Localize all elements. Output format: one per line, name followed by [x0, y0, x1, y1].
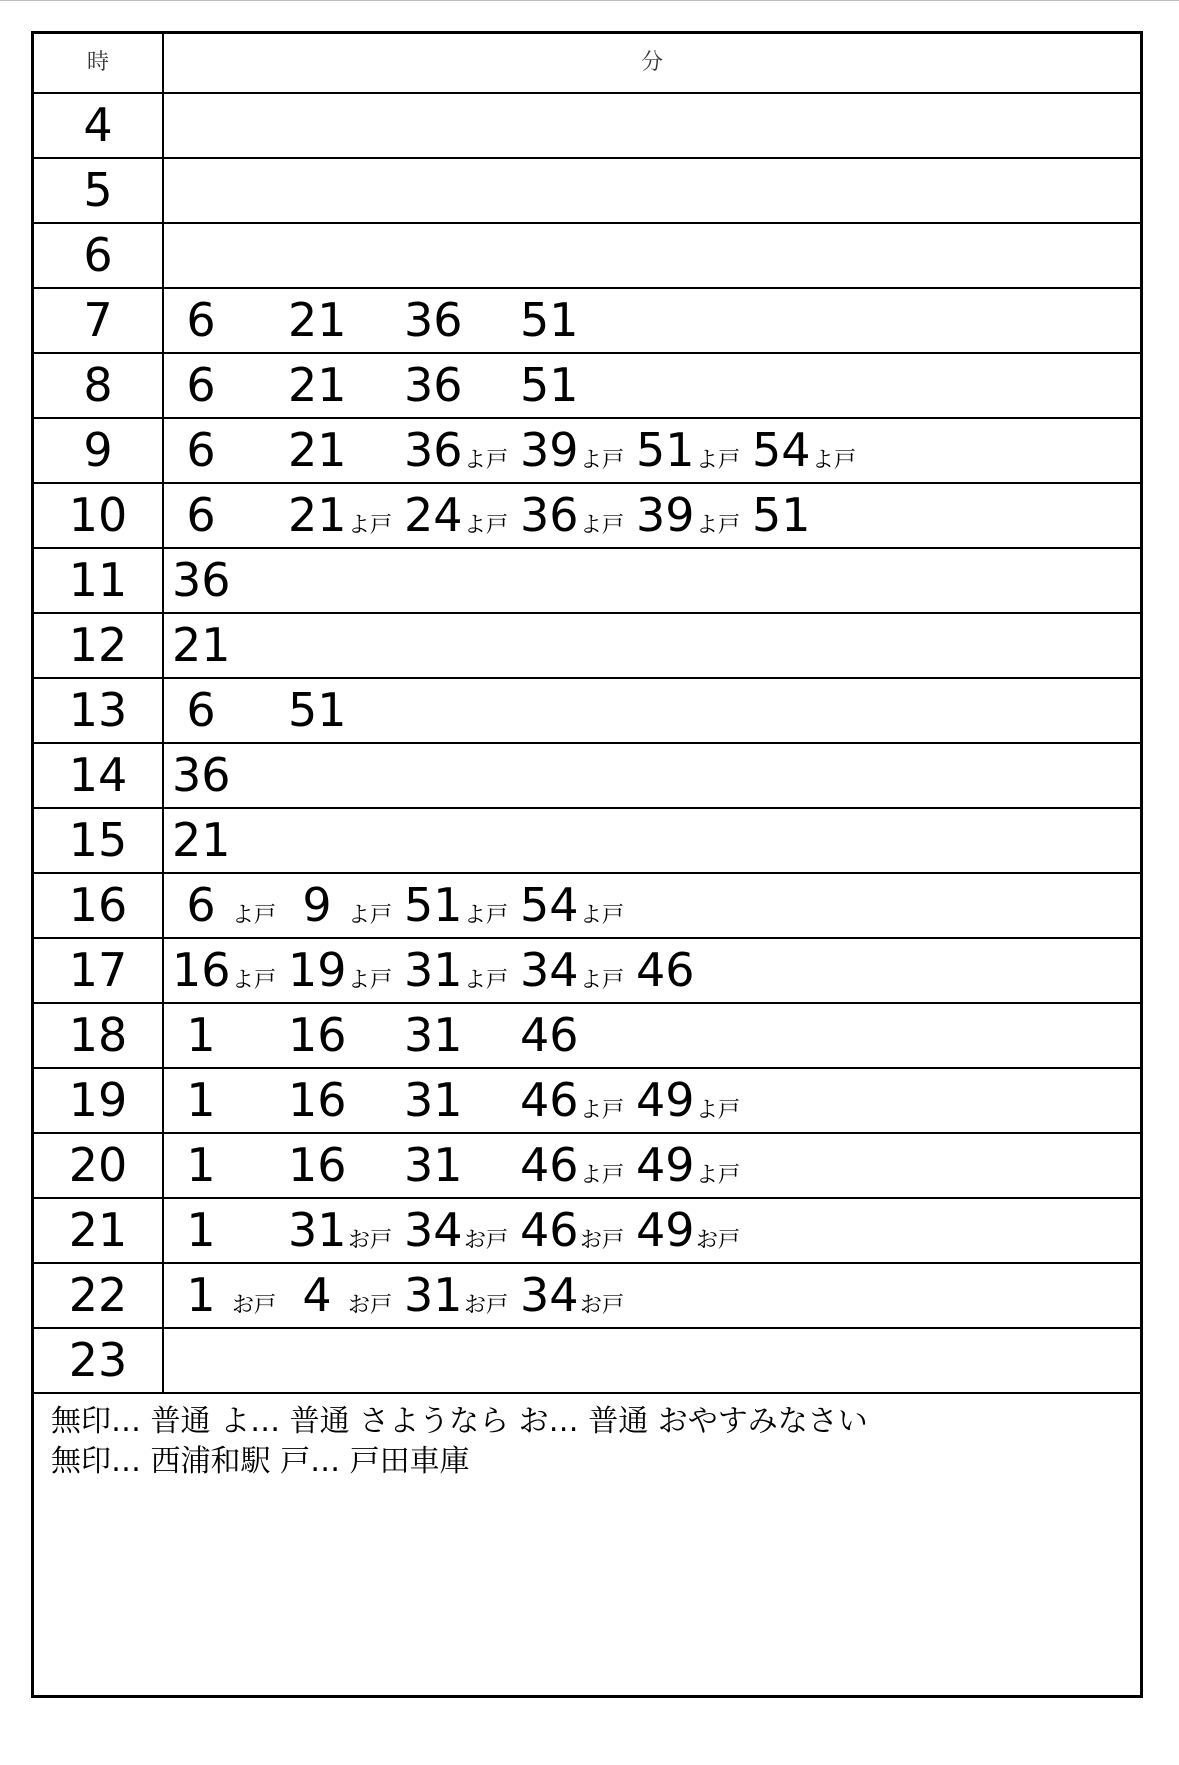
minutes-cell	[164, 484, 1140, 547]
timetable-row	[34, 1004, 1140, 1069]
hour-cell: 8	[83, 358, 113, 412]
departure-entry	[404, 419, 534, 482]
timetable-row	[34, 224, 1140, 289]
departure-entry	[520, 354, 650, 417]
timetable-row	[34, 1264, 1140, 1329]
departure-mark: よ戸	[464, 968, 509, 993]
timetable-row	[34, 484, 1140, 549]
hour-cell: 13	[68, 683, 128, 737]
departure-minute: 34	[404, 1203, 463, 1257]
departure-mark: お戸	[464, 1228, 509, 1253]
departure-entry	[520, 874, 650, 937]
departure-entry	[404, 1199, 534, 1262]
departure-entry	[288, 289, 418, 352]
minutes-cell	[164, 809, 1140, 872]
minutes-cell	[164, 1004, 1140, 1067]
departure-entry	[520, 1199, 650, 1262]
departure-mark: お戸	[232, 1293, 277, 1318]
departure-minute: 49	[636, 1203, 695, 1257]
departure-entry	[404, 289, 534, 352]
departure-entry	[752, 484, 882, 547]
departure-minute: 21	[288, 488, 347, 542]
minutes-cell	[164, 289, 1140, 352]
timetable-row	[34, 1199, 1140, 1264]
departure-entry	[288, 874, 418, 937]
hour-cell: 10	[68, 488, 128, 542]
departure-minute: 36	[520, 488, 579, 542]
hour-cell: 12	[68, 618, 128, 672]
departure-minute: 51	[520, 358, 579, 412]
departure-entry	[288, 1134, 418, 1197]
hour-cell: 11	[68, 553, 128, 607]
timetable-row	[34, 354, 1140, 419]
minutes-cell	[164, 1264, 1140, 1327]
departure-entry	[404, 1069, 534, 1132]
minutes-cell	[164, 939, 1140, 1002]
departure-minute: 6	[186, 293, 216, 347]
hour-cell: 16	[68, 878, 128, 932]
departure-entry	[172, 614, 302, 677]
timetable-row	[34, 809, 1140, 874]
departure-entry	[172, 419, 302, 482]
departure-mark: お戸	[580, 1228, 625, 1253]
hour-cell: 4	[83, 98, 113, 152]
departure-minute: 21	[288, 293, 347, 347]
departure-minute: 34	[520, 943, 579, 997]
departure-entry	[172, 744, 302, 807]
departure-minute: 36	[404, 293, 463, 347]
departure-mark: お戸	[580, 1293, 625, 1318]
minutes-cell	[164, 224, 1140, 287]
departure-minute: 31	[404, 943, 463, 997]
departure-minute: 4	[302, 1268, 332, 1322]
minutes-cell	[164, 744, 1140, 807]
hour-cell: 9	[83, 423, 113, 477]
legend-destination-line: 無印… 西浦和駅 戸… 戸田車庫	[51, 1444, 470, 1479]
departure-entry	[520, 1264, 650, 1327]
minutes-cell	[164, 679, 1140, 742]
timetable-row	[34, 549, 1140, 614]
departure-minute: 6	[186, 488, 216, 542]
timetable-row	[34, 419, 1140, 484]
departure-entry	[172, 1264, 302, 1327]
departure-mark: お戸	[696, 1228, 741, 1253]
departure-entry	[520, 939, 650, 1002]
departure-mark: よ戸	[348, 903, 393, 928]
departure-mark: よ戸	[580, 903, 625, 928]
hour-cell: 7	[83, 293, 113, 347]
departure-entry	[636, 1199, 766, 1262]
departure-entry	[288, 939, 418, 1002]
hour-cell: 21	[68, 1203, 128, 1257]
departure-entry	[520, 1004, 650, 1067]
minutes-cell	[164, 1329, 1140, 1392]
departure-mark: よ戸	[348, 513, 393, 538]
departure-entry	[172, 1004, 302, 1067]
minutes-cell	[164, 874, 1140, 937]
departure-mark: お戸	[348, 1293, 393, 1318]
departure-minute: 9	[302, 878, 332, 932]
hour-column-header: 時	[86, 50, 109, 75]
departure-entry	[520, 1134, 650, 1197]
departure-minute: 34	[520, 1268, 579, 1322]
minutes-cell	[164, 419, 1140, 482]
departure-minute: 51	[520, 293, 579, 347]
header-row	[34, 34, 1140, 94]
departure-minute: 6	[186, 423, 216, 477]
departure-minute: 6	[186, 683, 216, 737]
legend	[34, 1394, 1140, 1538]
departure-entry	[172, 939, 302, 1002]
departure-mark: よ戸	[580, 1098, 625, 1123]
minutes-cell	[164, 94, 1140, 157]
departure-entry	[752, 419, 882, 482]
hour-cell: 23	[68, 1333, 128, 1387]
departure-mark: よ戸	[580, 448, 625, 473]
departure-minute: 24	[404, 488, 463, 542]
departure-minute: 36	[404, 423, 463, 477]
departure-minute: 6	[186, 878, 216, 932]
departure-entry	[404, 1134, 534, 1197]
hour-cell: 5	[83, 163, 113, 217]
departure-minute: 49	[636, 1138, 695, 1192]
departure-minute: 46	[520, 1203, 579, 1257]
bus-timetable	[31, 31, 1143, 1698]
departure-entry	[636, 939, 766, 1002]
departure-minute: 46	[520, 1073, 579, 1127]
departure-mark: お戸	[464, 1293, 509, 1318]
departure-minute: 51	[404, 878, 463, 932]
hour-cell: 22	[68, 1268, 128, 1322]
departure-minute: 51	[752, 488, 811, 542]
hour-cell: 18	[68, 1008, 128, 1062]
departure-entry	[172, 1134, 302, 1197]
departure-entry	[404, 874, 534, 937]
departure-entry	[636, 1134, 766, 1197]
departure-entry	[288, 1199, 418, 1262]
minute-column-header: 分	[640, 50, 663, 75]
departure-minute: 31	[404, 1008, 463, 1062]
departure-entry	[404, 484, 534, 547]
departure-entry	[172, 484, 302, 547]
departure-mark: よ戸	[696, 1163, 741, 1188]
departure-minute: 46	[636, 943, 695, 997]
departure-minute: 16	[288, 1008, 347, 1062]
departure-mark: よ戸	[696, 448, 741, 473]
departure-entry	[520, 484, 650, 547]
departure-entry	[288, 1069, 418, 1132]
departure-minute: 21	[172, 618, 231, 672]
hour-cell: 17	[68, 943, 128, 997]
column-divider	[162, 34, 164, 1394]
departure-minute: 16	[288, 1138, 347, 1192]
departure-entry	[172, 1199, 302, 1262]
timetable-row	[34, 1134, 1140, 1199]
departure-minute: 51	[288, 683, 347, 737]
departure-minute: 51	[636, 423, 695, 477]
departure-mark: よ戸	[580, 968, 625, 993]
minutes-cell	[164, 354, 1140, 417]
departure-mark: よ戸	[696, 1098, 741, 1123]
hour-cell: 19	[68, 1073, 128, 1127]
departure-entry	[172, 549, 302, 612]
legend-type-line: 無印… 普通 よ… 普通 さようなら お… 普通 おやすみなさい	[51, 1404, 868, 1439]
timetable-row	[34, 744, 1140, 809]
departure-minute: 1	[186, 1138, 216, 1192]
timetable-row	[34, 289, 1140, 354]
departure-mark: よ戸	[232, 903, 277, 928]
hour-cell: 15	[68, 813, 128, 867]
departure-entry	[636, 419, 766, 482]
departure-entry	[520, 419, 650, 482]
departure-minute: 21	[172, 813, 231, 867]
departure-mark: よ戸	[696, 513, 741, 538]
minutes-cell	[164, 614, 1140, 677]
departure-entry	[288, 354, 418, 417]
departure-minute: 54	[520, 878, 579, 932]
timetable-row	[34, 1069, 1140, 1134]
minutes-cell	[164, 1199, 1140, 1262]
departure-entry	[172, 354, 302, 417]
departure-entry	[288, 679, 418, 742]
departure-mark: よ戸	[580, 513, 625, 538]
departure-mark: よ戸	[464, 903, 509, 928]
departure-minute: 16	[172, 943, 231, 997]
departure-mark: よ戸	[464, 448, 509, 473]
departure-entry	[404, 939, 534, 1002]
departure-minute: 36	[404, 358, 463, 412]
departure-minute: 16	[288, 1073, 347, 1127]
departure-entry	[172, 809, 302, 872]
minutes-cell	[164, 1069, 1140, 1132]
timetable-row	[34, 614, 1140, 679]
hour-cell: 6	[83, 228, 113, 282]
departure-mark: よ戸	[812, 448, 857, 473]
departure-minute: 6	[186, 358, 216, 412]
departure-mark: よ戸	[232, 968, 277, 993]
departure-entry	[288, 1264, 418, 1327]
departure-minute: 39	[520, 423, 579, 477]
departure-minute: 1	[186, 1008, 216, 1062]
timetable-row	[34, 874, 1140, 939]
departure-minute: 39	[636, 488, 695, 542]
timetable-row	[34, 159, 1140, 224]
departure-entry	[636, 484, 766, 547]
departure-minute: 36	[172, 748, 231, 802]
minutes-cell	[164, 159, 1140, 222]
hour-cell: 20	[68, 1138, 128, 1192]
departure-minute: 1	[186, 1268, 216, 1322]
timetable-row	[34, 1329, 1140, 1394]
departure-mark: よ戸	[464, 513, 509, 538]
departure-minute: 21	[288, 358, 347, 412]
departure-entry	[288, 484, 418, 547]
departure-entry	[520, 1069, 650, 1132]
departure-minute: 31	[288, 1203, 347, 1257]
departure-entry	[404, 1264, 534, 1327]
departure-minute: 31	[404, 1138, 463, 1192]
timetable-row	[34, 94, 1140, 159]
departure-entry	[636, 1069, 766, 1132]
departure-minute: 49	[636, 1073, 695, 1127]
departure-entry	[520, 289, 650, 352]
departure-minute: 21	[288, 423, 347, 477]
departure-minute: 54	[752, 423, 811, 477]
departure-entry	[288, 1004, 418, 1067]
departure-entry	[172, 289, 302, 352]
departure-entry	[172, 1069, 302, 1132]
departure-mark: よ戸	[580, 1163, 625, 1188]
departure-entry	[404, 1004, 534, 1067]
departure-minute: 19	[288, 943, 347, 997]
minutes-cell	[164, 1134, 1140, 1197]
departure-mark: お戸	[348, 1228, 393, 1253]
departure-minute: 1	[186, 1203, 216, 1257]
departure-minute: 46	[520, 1008, 579, 1062]
hour-cell: 14	[68, 748, 128, 802]
timetable-row	[34, 679, 1140, 744]
departure-entry	[288, 419, 418, 482]
departure-mark: よ戸	[348, 968, 393, 993]
departure-entry	[404, 354, 534, 417]
departure-minute: 36	[172, 553, 231, 607]
departure-minute: 31	[404, 1073, 463, 1127]
departure-entry	[172, 874, 302, 937]
departure-minute: 1	[186, 1073, 216, 1127]
top-divider	[0, 0, 1179, 1]
departure-minute: 46	[520, 1138, 579, 1192]
minutes-cell	[164, 549, 1140, 612]
departure-entry	[172, 679, 302, 742]
departure-minute: 31	[404, 1268, 463, 1322]
timetable-row	[34, 939, 1140, 1004]
